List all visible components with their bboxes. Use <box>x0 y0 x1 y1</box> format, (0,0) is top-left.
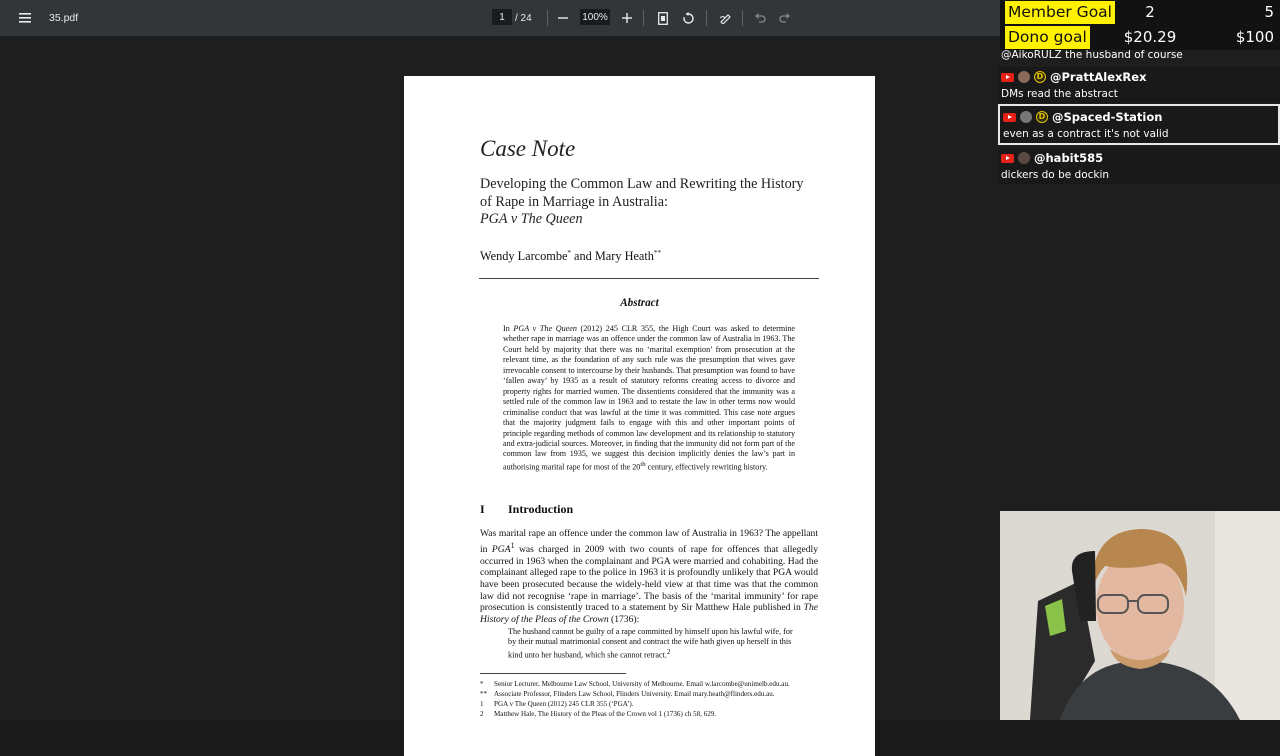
paragraph-text: was charged in 2009 with two counts of rape for offences that allegedly occurred in 1963 when the complainant and PGA were married and cohabiting. Had the complainant alleged rape to the police in 1963 it is profoundly unlikely that PGA would have been prosecuted because the widely-held view at that time was that the common law did not recognise ‘rape in marriage’. The basis of the ‘marital immunity’ for rape prosecution is consistently traced to a statement by Sir Matthew Hale published in <box>480 543 818 614</box>
chat-message <box>998 67 1280 103</box>
file-name: 35.pdf <box>49 12 79 24</box>
abstract-heading: Abstract <box>620 297 659 309</box>
abstract-text-part: In <box>503 324 514 333</box>
footnotes <box>480 679 820 719</box>
chat-text: DMs read the abstract <box>1001 88 1118 100</box>
avatar <box>1018 71 1030 83</box>
member-goal-target: 5 <box>1264 3 1274 21</box>
block-quote <box>508 627 798 661</box>
toolbar-divider <box>706 10 707 26</box>
footnote-text: PGA v The Queen (2012) 245 CLR 355 (‘PGA’). <box>494 700 634 708</box>
footnote <box>480 679 820 689</box>
redo-button[interactable] <box>776 0 792 36</box>
zoom-in-button[interactable] <box>619 0 635 36</box>
goal-overlay <box>1000 0 1280 50</box>
author-name: and Mary Heath <box>570 249 654 264</box>
footnote-text: Matthew Hale, The History of the Pleas of the Crown vol 1 (1736) ch 58, 629. <box>494 710 717 718</box>
case-name: PGA <box>491 543 511 555</box>
document-heading: Case Note <box>480 136 576 161</box>
footnote <box>480 699 820 709</box>
footnote-marker: 2 <box>666 648 671 656</box>
member-goal-label: Member Goal <box>1005 1 1115 24</box>
chat-message <box>998 47 1280 65</box>
chat-text: dickers do be dockin <box>1001 169 1110 181</box>
youtube-icon <box>1001 73 1014 82</box>
pdf-page <box>404 76 875 756</box>
dono-goal-current: $20.29 <box>1123 28 1177 46</box>
abstract-text <box>503 324 795 473</box>
footnote <box>480 689 820 699</box>
chat-text: @AikoRULZ the husband of course <box>1001 49 1183 61</box>
chat-text: even as a contract it's not valid <box>1003 128 1169 140</box>
page-total: / 24 <box>515 12 532 24</box>
member-badge-icon: D <box>1036 111 1048 123</box>
dono-goal-target: $100 <box>1235 28 1274 46</box>
member-goal-row <box>1000 0 1280 25</box>
chat-user <box>1003 110 1162 124</box>
chat-message <box>998 147 1280 184</box>
title-divider <box>479 278 819 279</box>
case-name: PGA v The Queen <box>513 324 577 333</box>
footnote-mark: 1 <box>480 700 484 708</box>
footnote-mark: * <box>480 680 484 688</box>
toolbar-divider <box>643 10 644 26</box>
plus-icon <box>622 13 632 23</box>
chat-message-highlighted <box>998 104 1280 145</box>
chat-username: @PrattAlexRex <box>1050 70 1147 84</box>
author-name: Wendy Larcombe <box>480 249 568 264</box>
undo-icon <box>755 13 766 23</box>
streamer-image <box>1000 511 1280 720</box>
chat-user <box>1001 151 1103 165</box>
intro-paragraph <box>480 528 818 626</box>
fit-page-icon <box>658 12 668 25</box>
abstract-text-part: (2012) 245 CLR 355, the High Court was asked to determine whether rape in marriage was an offence under the common law of Australia in 1963. The Court held by majority that there was no ‘marital exemption’ from prosecution at the relevant time, as the foundation of any such rule was the presumption that wives gave irrevocable consent to intercourse by their husbands. That presumption was found to have ‘fallen away’ by 1935 as a result of statutory reforms creating access to divorce and property rights for married women. The dissentients considered that the immunity was a settled rule of the common law in 1963 and to restate the law in other terms now would criminalise conduct that was lawful at the time it was committed. This case note argues that the majority judgment fails to engage with this and other important points of principle regarding methods of common law development and its relationship to statutory and extra-judicial sources. Moreover, in finding that the immunity did not form part of the common law from 1935, we suggest this decision implicitly denies the law’s part in authorising marital rape for most of the 20 <box>503 324 796 472</box>
paragraph-text: Was marital rape an offence under the common law of Australia in 1963? The appellant in <box>480 528 818 555</box>
annotate-button[interactable] <box>718 0 734 36</box>
avatar <box>1020 111 1032 123</box>
rotate-icon <box>682 12 695 25</box>
undo-button[interactable] <box>752 0 768 36</box>
superscript: th <box>640 460 646 468</box>
fit-page-button[interactable] <box>655 0 671 36</box>
toolbar-divider <box>742 10 743 26</box>
toolbar-divider <box>547 10 548 26</box>
member-badge-icon: D <box>1034 71 1046 83</box>
footnote-marker: ** <box>653 249 661 257</box>
zoom-out-button[interactable] <box>555 0 571 36</box>
footnote-text: Senior Lecturer, Melbourne Law School, University of Melbourne. Email w.larcombe@unimelb.edu.au. <box>494 680 790 688</box>
article-title: Developing the Common Law and Rewriting the History of Rape in Marriage in Australia: <box>480 176 804 210</box>
menu-button[interactable] <box>14 0 36 36</box>
webcam-feed <box>1000 511 1280 720</box>
member-goal-current: 2 <box>1145 3 1155 21</box>
quote-text: The husband cannot be guilty of a rape committed by himself upon his lawful wife, for by their mutual matrimonial consent and contract the wife hath given up herself in this kind unto her husband, which she cannot retract. <box>508 627 793 660</box>
rotate-button[interactable] <box>680 0 696 36</box>
book-title: The History of the Pleas of the Crown <box>480 602 818 626</box>
article-subtitle: PGA v The Queen <box>480 211 583 227</box>
page-number-input[interactable]: 1 <box>492 9 512 25</box>
section-number: I <box>480 502 485 516</box>
author-line <box>480 249 661 264</box>
chat-username: @habit585 <box>1034 151 1104 165</box>
dono-goal-label: Dono goal <box>1005 26 1090 49</box>
avatar <box>1018 152 1030 164</box>
footnote-mark: 2 <box>480 710 484 718</box>
minus-icon <box>558 13 568 23</box>
footnote-marker: 1 <box>510 540 515 550</box>
paragraph-text: (1736): <box>608 614 640 626</box>
pen-icon <box>720 13 733 24</box>
footnote-divider <box>480 673 626 674</box>
footnote-text: Associate Professor, Flinders Law School, Flinders University. Email mary.heath@flinders.edu.au. <box>494 690 775 698</box>
youtube-icon <box>1003 113 1016 122</box>
section-heading: Introduction <box>508 502 574 516</box>
chat-username: @Spaced-Station <box>1052 110 1163 124</box>
footnote-marker: * <box>567 249 571 257</box>
zoom-input[interactable]: 100% <box>580 9 610 25</box>
redo-icon <box>779 13 790 23</box>
chat-user <box>1001 70 1147 84</box>
footnote <box>480 709 820 719</box>
footnote-mark: ** <box>480 690 488 698</box>
youtube-icon <box>1001 154 1014 163</box>
hamburger-icon <box>19 13 31 23</box>
abstract-text-part: century, effectively rewriting history. <box>645 462 768 472</box>
